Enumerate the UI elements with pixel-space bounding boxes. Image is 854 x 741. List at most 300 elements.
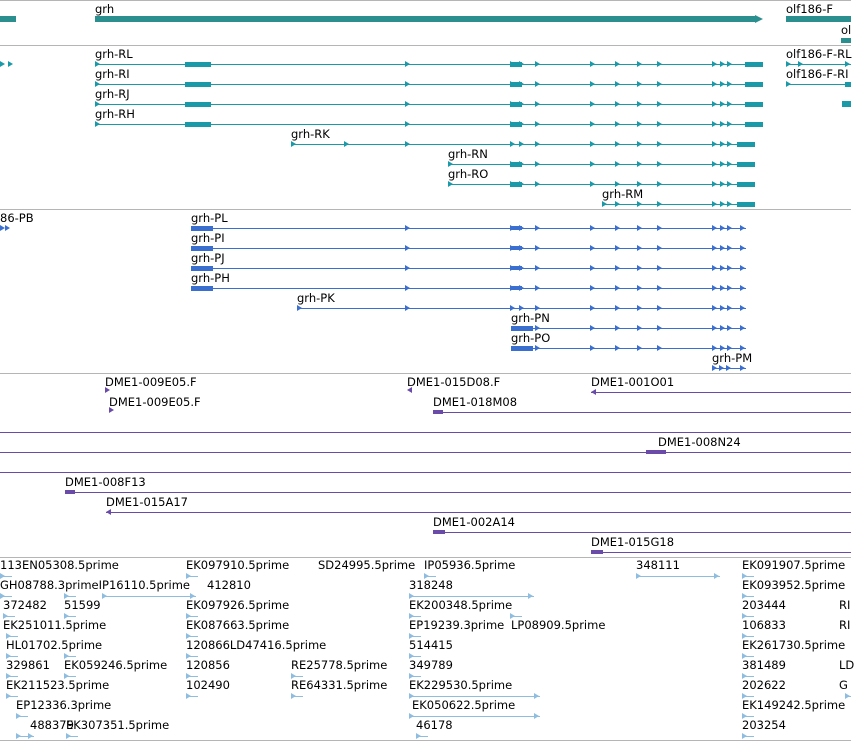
exon-arrow-icon bbox=[727, 61, 732, 67]
exon-arrow-icon bbox=[712, 181, 717, 187]
exon-arrow-icon bbox=[740, 265, 745, 271]
est-label: IP05936.5prime bbox=[424, 558, 516, 572]
protein-label-po: grh-PO bbox=[511, 331, 551, 345]
clone-line[interactable] bbox=[0, 452, 851, 453]
feature-line[interactable] bbox=[786, 84, 851, 85]
exon-block[interactable] bbox=[185, 122, 211, 127]
protein-line[interactable] bbox=[191, 268, 746, 269]
exon-arrow-icon bbox=[742, 713, 747, 719]
exon-arrow-icon bbox=[719, 365, 724, 371]
exon-arrow-icon bbox=[590, 285, 595, 291]
est-line[interactable] bbox=[409, 716, 540, 717]
exon-arrow-icon bbox=[720, 181, 725, 187]
exon-arrow-icon bbox=[845, 693, 850, 699]
exon-arrow-icon bbox=[519, 305, 524, 311]
exon-block[interactable] bbox=[510, 162, 522, 167]
est-label: HL01702.5prime bbox=[6, 638, 103, 652]
est-label: EK097910.5prime bbox=[186, 558, 290, 572]
est-line[interactable] bbox=[636, 576, 720, 577]
exon-arrow-icon bbox=[727, 181, 732, 187]
exon-arrow-icon bbox=[637, 305, 642, 311]
exon-arrow-icon bbox=[712, 161, 717, 167]
est-label: 318248 bbox=[409, 578, 453, 592]
exon-arrow-icon bbox=[95, 81, 100, 87]
exon-arrow-icon bbox=[740, 285, 745, 291]
exon-arrow-icon bbox=[534, 693, 539, 699]
exon-arrow-icon bbox=[416, 733, 421, 739]
exon-arrow-icon bbox=[16, 713, 21, 719]
gene-feature-olf186[interactable] bbox=[786, 16, 851, 22]
exon-arrow-icon bbox=[712, 121, 717, 127]
exon-arrow-icon bbox=[740, 225, 745, 231]
exon-block[interactable] bbox=[510, 246, 522, 250]
exon-arrow-icon bbox=[405, 225, 410, 231]
exon-arrow-icon bbox=[727, 265, 732, 271]
exon-arrow-icon bbox=[409, 693, 414, 699]
gene-feature-olf-cut[interactable] bbox=[841, 38, 851, 43]
exon-arrow-icon bbox=[615, 325, 620, 331]
exon-block[interactable] bbox=[745, 102, 763, 107]
exon-block[interactable] bbox=[737, 182, 755, 187]
exon-arrow-left-icon bbox=[591, 389, 596, 395]
transcript-label-rm: grh-RM bbox=[602, 187, 644, 201]
clone-line[interactable] bbox=[65, 492, 851, 493]
exon-arrow-icon bbox=[0, 593, 5, 599]
exon-arrow-icon bbox=[405, 285, 410, 291]
exon-arrow-icon bbox=[657, 345, 662, 351]
est-label: EK050622.5prime bbox=[412, 698, 516, 712]
exon-arrow-icon bbox=[637, 325, 642, 331]
exon-arrow-icon bbox=[720, 101, 725, 107]
exon-arrow-icon bbox=[615, 245, 620, 251]
exon-arrow-icon bbox=[64, 653, 69, 659]
gene-label-olf186: olf186-F bbox=[786, 2, 833, 16]
est-label: SD24995.5prime bbox=[318, 558, 416, 572]
est-label: EK087663.5prime bbox=[186, 618, 290, 632]
exon-arrow-icon bbox=[64, 593, 69, 599]
exon-arrow-icon bbox=[712, 225, 717, 231]
exon-block[interactable] bbox=[745, 82, 763, 87]
exon-block[interactable] bbox=[191, 226, 213, 231]
exon-arrow-icon bbox=[615, 101, 620, 107]
exon-arrow-icon bbox=[637, 141, 642, 147]
est-label: G bbox=[839, 678, 848, 692]
transcript-label-ro: grh-RO bbox=[448, 167, 489, 181]
exon-arrow-icon bbox=[590, 225, 595, 231]
exon-arrow-icon bbox=[740, 345, 745, 351]
clone-line[interactable] bbox=[106, 512, 851, 513]
exon-arrow-icon bbox=[615, 81, 620, 87]
est-label: 329861 bbox=[6, 658, 50, 672]
exon-arrow-icon bbox=[727, 201, 732, 207]
exon-arrow-icon bbox=[720, 81, 725, 87]
exon-block[interactable] bbox=[745, 122, 763, 127]
protein-label-pb: 86-PB bbox=[0, 211, 34, 225]
exon-arrow-icon bbox=[727, 325, 732, 331]
exon-arrow-icon bbox=[6, 693, 11, 699]
est-label: 102490 bbox=[186, 678, 230, 692]
exon-arrow-icon bbox=[720, 305, 725, 311]
exon-arrow-left-icon bbox=[407, 387, 412, 393]
exon-arrow-icon bbox=[727, 305, 732, 311]
clone-label: DME1-018M08 bbox=[433, 395, 518, 409]
exon-arrow-icon bbox=[742, 653, 747, 659]
est-label: EK091907.5prime bbox=[742, 558, 846, 572]
est-label: GH08788.3primeIP16110.5prime bbox=[0, 578, 190, 592]
exon-block[interactable] bbox=[842, 101, 851, 107]
exon-arrow-icon bbox=[615, 201, 620, 207]
exon-arrow-icon bbox=[405, 121, 410, 127]
exon-arrow-icon bbox=[615, 265, 620, 271]
est-label: 46178 bbox=[416, 718, 453, 732]
exon-arrow-icon bbox=[405, 305, 410, 311]
exon-arrow-icon bbox=[405, 101, 410, 107]
est-label: 514415 bbox=[409, 638, 453, 652]
track-separator bbox=[0, 373, 851, 374]
exon-arrow-icon bbox=[637, 285, 642, 291]
exon-arrow-icon bbox=[0, 61, 5, 67]
est-label: EK307351.5prime bbox=[66, 718, 170, 732]
exon-arrow-icon bbox=[590, 161, 595, 167]
est-label: 203254 bbox=[742, 718, 786, 732]
exon-block[interactable] bbox=[433, 530, 445, 534]
est-label: 372482 bbox=[3, 598, 47, 612]
clone-line[interactable] bbox=[0, 432, 851, 433]
clone-label: DME1-008N24 bbox=[658, 435, 741, 449]
exon-arrow-icon bbox=[740, 365, 745, 371]
transcript-line[interactable] bbox=[448, 164, 755, 165]
exon-arrow-icon bbox=[535, 305, 540, 311]
exon-arrow-icon bbox=[519, 141, 524, 147]
transcript-label-olf-ri: olf186-F-RI bbox=[786, 67, 849, 81]
est-line[interactable] bbox=[102, 596, 196, 597]
est-label: EK261730.5prime bbox=[742, 638, 846, 652]
exon-arrow-icon bbox=[6, 653, 11, 659]
exon-arrow-icon bbox=[64, 673, 69, 679]
exon-arrow-icon bbox=[590, 345, 595, 351]
exon-arrow-icon bbox=[720, 225, 725, 231]
clone-label: DME1-008F13 bbox=[65, 475, 146, 489]
exon-arrow-icon bbox=[535, 161, 540, 167]
clone-label: DME1-009E05.F bbox=[109, 395, 201, 409]
exon-arrow-icon bbox=[5, 225, 10, 231]
exon-block[interactable] bbox=[510, 182, 522, 187]
exon-arrow-icon bbox=[712, 61, 717, 67]
clone-line[interactable] bbox=[433, 412, 851, 413]
track-separator bbox=[0, 209, 851, 210]
protein-line[interactable] bbox=[511, 348, 746, 349]
exon-block[interactable] bbox=[510, 266, 522, 270]
exon-arrow-icon bbox=[657, 181, 662, 187]
exon-arrow-icon bbox=[535, 325, 540, 331]
est-label: 488379 bbox=[30, 718, 74, 732]
exon-block[interactable] bbox=[510, 226, 522, 230]
exon-block[interactable] bbox=[510, 286, 522, 290]
est-label: 120856 bbox=[186, 658, 230, 672]
exon-block[interactable] bbox=[845, 82, 851, 87]
exon-arrow-icon bbox=[637, 101, 642, 107]
exon-arrow-icon bbox=[657, 285, 662, 291]
exon-arrow-icon bbox=[727, 81, 732, 87]
est-label: 349789 bbox=[409, 658, 453, 672]
exon-arrow-icon bbox=[727, 161, 732, 167]
protein-label-pl: grh-PL bbox=[191, 211, 228, 225]
transcript-label-rl: grh-RL bbox=[95, 47, 133, 61]
exon-arrow-icon bbox=[727, 245, 732, 251]
exon-arrow-icon bbox=[102, 593, 107, 599]
exon-block[interactable] bbox=[185, 102, 211, 107]
exon-arrow-icon bbox=[615, 161, 620, 167]
exon-block[interactable] bbox=[510, 102, 522, 107]
exon-arrow-icon bbox=[615, 345, 620, 351]
exon-arrow-icon bbox=[16, 733, 21, 739]
exon-arrow-icon bbox=[742, 573, 747, 579]
exon-arrow-icon bbox=[727, 345, 732, 351]
strand-arrow-icon bbox=[755, 15, 763, 23]
exon-arrow-icon bbox=[720, 141, 725, 147]
exon-arrow-icon bbox=[720, 345, 725, 351]
exon-arrow-icon bbox=[510, 141, 515, 147]
exon-arrow-icon bbox=[186, 693, 191, 699]
protein-line[interactable] bbox=[191, 248, 746, 249]
est-label: EK200348.5prime bbox=[409, 598, 513, 612]
exon-arrow-icon bbox=[590, 305, 595, 311]
transcript-label-rn: grh-RN bbox=[448, 147, 488, 161]
exon-arrow-icon bbox=[740, 325, 745, 331]
exon-block[interactable] bbox=[591, 550, 603, 554]
exon-arrow-icon bbox=[66, 733, 71, 739]
exon-arrow-icon bbox=[712, 285, 717, 291]
exon-block[interactable] bbox=[511, 326, 533, 331]
exon-arrow-icon bbox=[535, 265, 540, 271]
exon-arrow-icon bbox=[712, 345, 717, 351]
clone-line[interactable] bbox=[591, 392, 851, 393]
est-label: 113EN05308.5prime bbox=[0, 558, 119, 572]
exon-arrow-icon bbox=[409, 593, 414, 599]
protein-label-pn: grh-PN bbox=[511, 311, 550, 325]
exon-arrow-icon bbox=[740, 305, 745, 311]
exon-arrow-icon bbox=[186, 673, 191, 679]
exon-arrow-icon bbox=[615, 61, 620, 67]
exon-arrow-icon bbox=[590, 265, 595, 271]
exon-arrow-icon bbox=[405, 141, 410, 147]
exon-arrow-icon bbox=[535, 225, 540, 231]
clone-line[interactable] bbox=[591, 552, 851, 553]
exon-block[interactable] bbox=[191, 246, 213, 251]
exon-arrow-icon bbox=[590, 81, 595, 87]
protein-line[interactable] bbox=[191, 228, 746, 229]
exon-block[interactable] bbox=[737, 162, 755, 167]
exon-arrow-icon bbox=[409, 673, 414, 679]
exon-arrow-icon bbox=[535, 121, 540, 127]
gene-label-olf-cut: ol bbox=[841, 23, 852, 37]
exon-arrow-icon bbox=[535, 245, 540, 251]
exon-arrow-icon bbox=[637, 161, 642, 167]
exon-arrow-icon bbox=[720, 61, 725, 67]
exon-arrow-icon bbox=[637, 245, 642, 251]
exon-arrow-icon bbox=[637, 121, 642, 127]
exon-arrow-icon bbox=[637, 265, 642, 271]
exon-block[interactable] bbox=[737, 202, 755, 207]
transcript-label-ri: grh-RI bbox=[95, 67, 130, 81]
exon-arrow-icon bbox=[712, 325, 717, 331]
protein-label-pk: grh-PK bbox=[297, 291, 335, 305]
exon-arrow-icon bbox=[742, 733, 747, 739]
est-line[interactable] bbox=[409, 596, 534, 597]
exon-block[interactable] bbox=[185, 82, 211, 87]
exon-arrow-icon bbox=[528, 593, 533, 599]
exon-arrow-icon bbox=[712, 365, 717, 371]
exon-block[interactable] bbox=[511, 346, 533, 351]
exon-arrow-icon bbox=[448, 181, 453, 187]
exon-arrow-icon bbox=[615, 225, 620, 231]
clone-label: DME1-009E05.F bbox=[105, 375, 197, 389]
exon-arrow-icon bbox=[590, 141, 595, 147]
clone-label: DME1-015D08.F bbox=[407, 375, 501, 389]
exon-arrow-icon bbox=[657, 101, 662, 107]
exon-arrow-icon bbox=[534, 713, 539, 719]
exon-arrow-icon bbox=[409, 653, 414, 659]
exon-arrow-icon bbox=[727, 121, 732, 127]
exon-arrow-icon bbox=[657, 201, 662, 207]
exon-arrow-icon bbox=[105, 387, 110, 393]
exon-block[interactable] bbox=[745, 62, 763, 67]
exon-arrow-icon bbox=[535, 345, 540, 351]
clone-line[interactable] bbox=[0, 472, 851, 473]
est-label: 51599 bbox=[64, 598, 101, 612]
exon-arrow-icon bbox=[720, 325, 725, 331]
est-label: EK211523.5prime bbox=[6, 678, 110, 692]
exon-arrow-icon bbox=[742, 673, 747, 679]
exon-arrow-icon bbox=[637, 181, 642, 187]
exon-arrow-icon bbox=[344, 141, 349, 147]
exon-arrow-icon bbox=[720, 245, 725, 251]
exon-arrow-icon bbox=[535, 101, 540, 107]
exon-arrow-icon bbox=[190, 593, 195, 599]
exon-arrow-icon bbox=[615, 141, 620, 147]
est-label: RE64331.5prime bbox=[291, 678, 388, 692]
exon-arrow-icon bbox=[845, 61, 850, 67]
exon-arrow-icon bbox=[186, 653, 191, 659]
clone-label: DME1-015A17 bbox=[106, 495, 188, 509]
exon-arrow-icon bbox=[409, 713, 414, 719]
protein-line[interactable] bbox=[511, 328, 746, 329]
exon-arrow-left-icon bbox=[106, 509, 111, 515]
protein-label-pm: grh-PM bbox=[712, 351, 753, 365]
exon-arrow-icon bbox=[712, 265, 717, 271]
exon-arrow-icon bbox=[590, 181, 595, 187]
exon-arrow-icon bbox=[615, 305, 620, 311]
est-label: EK059246.5prime bbox=[64, 658, 168, 672]
exon-block[interactable] bbox=[646, 450, 666, 454]
exon-arrow-icon bbox=[727, 225, 732, 231]
exon-arrow-icon bbox=[405, 265, 410, 271]
exon-arrow-icon bbox=[637, 61, 642, 67]
exon-block[interactable] bbox=[510, 122, 522, 127]
gene-feature-left[interactable] bbox=[0, 16, 16, 22]
exon-arrow-icon bbox=[95, 61, 100, 67]
exon-arrow-icon bbox=[510, 305, 515, 311]
exon-arrow-icon bbox=[3, 613, 8, 619]
exon-arrow-icon bbox=[615, 181, 620, 187]
clone-line[interactable] bbox=[433, 532, 851, 533]
exon-arrow-icon bbox=[712, 245, 717, 251]
protein-line[interactable] bbox=[191, 288, 746, 289]
exon-arrow-icon bbox=[712, 201, 717, 207]
track-separator bbox=[0, 0, 851, 1]
est-label: RE25778.5prime bbox=[291, 658, 388, 672]
exon-block[interactable] bbox=[510, 62, 522, 67]
exon-arrow-icon bbox=[636, 573, 641, 579]
exon-block[interactable] bbox=[737, 142, 755, 147]
est-label: 412810 bbox=[207, 578, 251, 592]
exon-arrow-icon bbox=[657, 265, 662, 271]
exon-arrow-icon bbox=[405, 245, 410, 251]
est-line[interactable] bbox=[409, 696, 540, 697]
transcript-label-olf-rl: olf186-F-RL bbox=[786, 47, 852, 61]
exon-arrow-icon bbox=[6, 673, 11, 679]
exon-arrow-icon bbox=[405, 81, 410, 87]
exon-block[interactable] bbox=[185, 62, 211, 67]
exon-arrow-icon bbox=[720, 121, 725, 127]
exon-arrow-icon bbox=[712, 141, 717, 147]
exon-arrow-icon bbox=[535, 81, 540, 87]
exon-arrow-icon bbox=[590, 245, 595, 251]
exon-arrow-icon bbox=[291, 141, 296, 147]
exon-arrow-icon bbox=[64, 613, 69, 619]
gene-feature-grh[interactable] bbox=[95, 16, 755, 22]
exon-arrow-icon bbox=[720, 161, 725, 167]
exon-arrow-icon bbox=[657, 81, 662, 87]
exon-arrow-icon bbox=[409, 633, 414, 639]
exon-arrow-icon bbox=[8, 61, 13, 67]
exon-arrow-icon bbox=[6, 633, 11, 639]
exon-arrow-icon bbox=[657, 61, 662, 67]
gene-label-grh: grh bbox=[95, 2, 115, 16]
transcript-label-rh: grh-RH bbox=[95, 107, 135, 121]
exon-block[interactable] bbox=[510, 82, 522, 87]
transcript-label-rj: grh-RJ bbox=[95, 87, 130, 101]
est-label: 381489 bbox=[742, 658, 786, 672]
exon-arrow-icon bbox=[742, 693, 747, 699]
exon-arrow-icon bbox=[0, 573, 5, 579]
exon-arrow-icon bbox=[657, 225, 662, 231]
est-label: LD bbox=[839, 658, 854, 672]
est-label: RI bbox=[839, 618, 851, 632]
exon-arrow-icon bbox=[535, 181, 540, 187]
exon-arrow-icon bbox=[186, 613, 191, 619]
exon-arrow-icon bbox=[798, 61, 803, 67]
transcript-line[interactable] bbox=[448, 184, 755, 185]
est-label: RI bbox=[839, 598, 851, 612]
exon-block[interactable] bbox=[65, 490, 75, 494]
feature-line[interactable] bbox=[786, 64, 851, 65]
exon-arrow-icon bbox=[726, 365, 731, 371]
est-label: 106833 bbox=[742, 618, 786, 632]
exon-arrow-icon bbox=[637, 201, 642, 207]
exon-arrow-icon bbox=[657, 121, 662, 127]
exon-block[interactable] bbox=[191, 266, 213, 271]
exon-arrow-icon bbox=[615, 121, 620, 127]
exon-arrow-icon bbox=[590, 325, 595, 331]
exon-arrow-icon bbox=[657, 161, 662, 167]
exon-block[interactable] bbox=[191, 286, 213, 291]
exon-arrow-icon bbox=[740, 245, 745, 251]
exon-arrow-icon bbox=[720, 285, 725, 291]
exon-arrow-icon bbox=[712, 81, 717, 87]
transcript-line[interactable] bbox=[602, 204, 755, 205]
exon-arrow-icon bbox=[405, 61, 410, 67]
